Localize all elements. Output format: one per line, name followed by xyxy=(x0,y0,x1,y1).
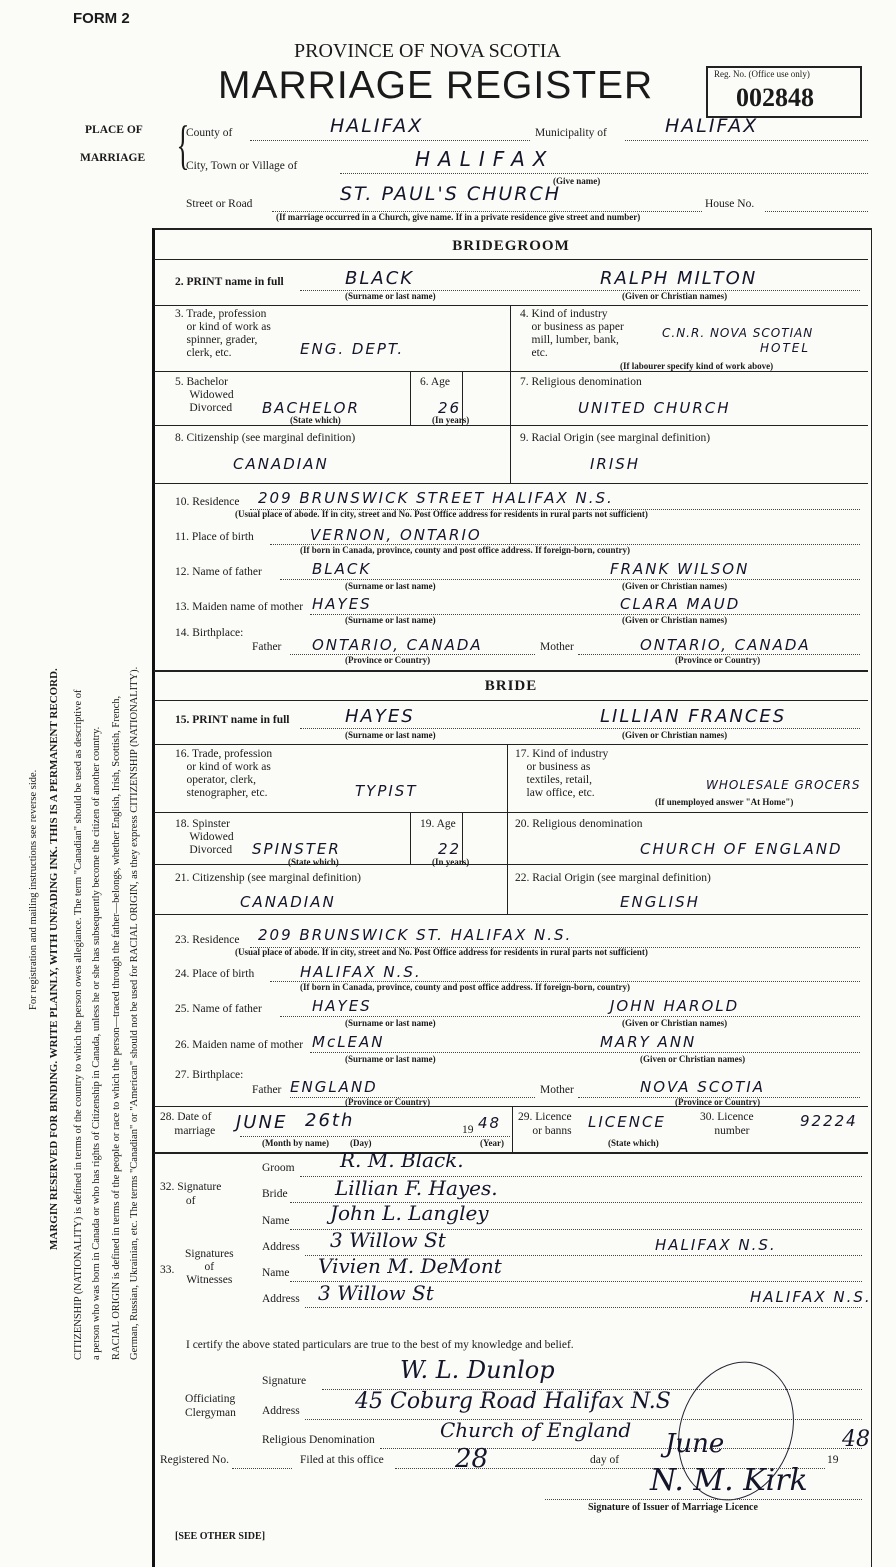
groom-industry-1: C.N.R. NOVA SCOTIAN xyxy=(662,326,814,340)
bride-industry-label: 17. Kind of industry or business as textiles, retail, law office, etc. xyxy=(515,748,609,799)
marriage-month: JUNE xyxy=(236,1112,288,1133)
city-value: HALIFAX xyxy=(415,147,555,171)
bride-father-surname: HAYES xyxy=(312,997,372,1015)
groom-religion-label: 7. Religious denomination xyxy=(520,376,642,388)
surname-note: (Surname or last name) xyxy=(345,1018,436,1028)
born-note: (If born in Canada, province, county and post office address. If foreign-born, country) xyxy=(300,545,631,555)
clergy-denomination: Church of England xyxy=(440,1418,632,1442)
given-note: (Given or Christian names) xyxy=(622,581,728,591)
month-note: (Month by name) xyxy=(262,1138,329,1148)
surname-note: (Surname or last name) xyxy=(345,1054,436,1064)
groom-surname: BLACK xyxy=(345,268,415,289)
groom-bp-mother: ONTARIO, CANADA xyxy=(640,636,811,654)
licence-number: 92224 xyxy=(800,1112,858,1130)
years-note: (In years) xyxy=(432,857,470,867)
groom-mother-surname: HAYES xyxy=(312,595,372,613)
groom-mother-label: 13. Maiden name of mother xyxy=(175,601,304,613)
state-note: (State which) xyxy=(290,415,341,425)
state-note: (State which) xyxy=(288,857,339,867)
groom-birth-label: 11. Place of birth xyxy=(175,531,254,543)
margin-note-2: MARGIN RESERVED FOR BINDING. WRITE PLAINLY, WITH UNFADING INK. THIS IS A PERMANENT RECORD. xyxy=(48,668,60,1250)
groom-residence-label: 10. Residence xyxy=(175,496,240,508)
brace: { xyxy=(176,115,190,175)
groom-father-given: FRANK WILSON xyxy=(610,560,750,578)
filed-month: June xyxy=(665,1429,725,1459)
industry-note: (If labourer specify kind of work above) xyxy=(620,361,774,371)
filed-year-prefix: 19 xyxy=(827,1454,839,1466)
place-label-1: PLACE OF xyxy=(85,124,143,136)
bride-status-label: 18. Spinster Widowed Divorced xyxy=(175,818,234,856)
clergy-label: Officiating Clergyman xyxy=(185,1393,236,1419)
municipality-label: Municipality of xyxy=(535,127,607,139)
licence-type: LICENCE xyxy=(588,1113,666,1131)
bride-bp-mother: NOVA SCOTIA xyxy=(640,1078,765,1096)
licence-note: (State which) xyxy=(608,1138,659,1148)
reg-number-box xyxy=(706,66,862,118)
groom-age-label: 6. Age xyxy=(420,376,451,388)
municipality-value: HALIFAX xyxy=(665,115,759,137)
city-label: City, Town or Village of xyxy=(186,160,298,172)
bride-birth: HALIFAX N.S. xyxy=(300,963,422,981)
groom-trade: ENG. DEPT. xyxy=(300,340,405,358)
surname-note: (Surname or last name) xyxy=(345,730,436,740)
margin-note-4: a person who was born in Canada or who has rights of Citizenship in Canada, unless he or she has subsequently become the citizen of another country. xyxy=(91,726,102,1360)
clergy-address: 45 Coburg Road Halifax N.S xyxy=(355,1389,671,1414)
registered-no-label: Registered No. xyxy=(160,1454,229,1466)
marriage-day: 26th xyxy=(305,1110,355,1131)
given-note: (Given or Christian names) xyxy=(622,615,728,625)
bride-signature: Lillian F. Hayes. xyxy=(335,1176,498,1200)
given-note: (Given or Christian names) xyxy=(640,1054,746,1064)
given-note: (Given or Christian names) xyxy=(622,291,728,301)
groom-bp-father: ONTARIO, CANADA xyxy=(312,636,483,654)
bride-bp-mother-label: Mother xyxy=(540,1084,574,1096)
bride-mother-label: 26. Maiden name of mother xyxy=(175,1039,304,1051)
bride-mother-given: MARY ANN xyxy=(600,1033,697,1051)
licence-number-label: 30. Licence number xyxy=(700,1111,754,1137)
bride-status: SPINSTER xyxy=(252,840,341,858)
groom-father-label: 12. Name of father xyxy=(175,566,262,578)
bride-mother-surname: McLEAN xyxy=(312,1033,385,1051)
groom-father-surname: BLACK xyxy=(312,560,372,578)
bride-surname: HAYES xyxy=(345,706,415,727)
place-note: (If marriage occurred in a Church, give name. If in a private residence give street and number) xyxy=(276,212,641,222)
bride-citizenship: CANADIAN xyxy=(240,893,336,911)
county-label: County of xyxy=(186,127,233,139)
province-title: PROVINCE OF NOVA SCOTIA xyxy=(294,40,561,62)
given-note: (Given or Christian names) xyxy=(622,1018,728,1028)
witness-number: 33. xyxy=(160,1264,175,1276)
witness2-address: 3 Willow St xyxy=(318,1281,434,1305)
bride-trade: TYPIST xyxy=(355,782,418,800)
groom-citizenship: CANADIAN xyxy=(233,455,329,473)
year-prefix: 19 xyxy=(462,1124,474,1136)
prov-note: (Province or Country) xyxy=(345,1097,431,1107)
bride-bp-label: 27. Birthplace: xyxy=(175,1069,244,1081)
day-of-label: day of xyxy=(590,1454,620,1466)
witness1-city: HALIFAX N.S. xyxy=(655,1236,777,1254)
bride-given: LILLIAN FRANCES xyxy=(600,706,787,727)
groom-status: BACHELOR xyxy=(262,399,360,417)
place-label-2: MARRIAGE xyxy=(80,152,146,164)
county-value: HALIFAX xyxy=(330,115,424,137)
certification-text: I certify the above stated particulars are true to the best of my knowledge and belief. xyxy=(186,1339,574,1351)
clergy-signature: W. L. Dunlop xyxy=(400,1356,555,1384)
abode-note: (Usual place of abode. If in city, street and No. Post Office address for residents in rural parts not sufficient) xyxy=(235,947,648,957)
groom-bp-mother-label: Mother xyxy=(540,641,574,653)
form-number: FORM 2 xyxy=(73,10,130,27)
groom-sig-label: Groom xyxy=(262,1162,295,1174)
bride-religion: CHURCH OF ENGLAND xyxy=(640,840,843,858)
prov-note: (Province or Country) xyxy=(675,655,761,665)
groom-industry-2: HOTEL xyxy=(760,341,811,355)
surname-note: (Surname or last name) xyxy=(345,615,436,625)
bride-bp-father-label: Father xyxy=(252,1084,282,1096)
bride-sig-label: Bride xyxy=(262,1188,288,1200)
witness-label: Signatures of Witnesses xyxy=(185,1248,234,1286)
surname-note: (Surname or last name) xyxy=(345,291,436,301)
clergy-address-label: Address xyxy=(262,1405,300,1417)
groom-trade-label: 3. Trade, profession or kind of work as spinner, grader, clerk, etc. xyxy=(175,308,271,359)
bride-residence: 209 BRUNSWICK ST. HALIFAX N.S. xyxy=(258,926,573,944)
witness2-city: HALIFAX N.S. xyxy=(750,1288,872,1306)
groom-mother-given: CLARA MAUD xyxy=(620,595,741,613)
bride-residence-label: 23. Residence xyxy=(175,934,240,946)
w2-address-label: Address xyxy=(262,1293,300,1305)
abode-note: (Usual place of abode. If in city, street and No. Post Office address for residents in rural parts not sufficient) xyxy=(235,509,648,519)
page-title: MARRIAGE REGISTER xyxy=(218,64,654,107)
groom-given: RALPH MILTON xyxy=(600,268,758,289)
house-label: House No. xyxy=(705,198,755,210)
bride-age: 22 xyxy=(438,840,462,858)
section-bride: BRIDE xyxy=(484,678,538,694)
groom-residence: 209 BRUNSWICK STREET HALIFAX N.S. xyxy=(258,489,614,507)
day-note: (Day) xyxy=(350,1138,372,1148)
industry-note: (If unemployed answer "At Home") xyxy=(655,797,794,807)
bride-age-label: 19. Age xyxy=(420,818,456,830)
clergy-denomination-label: Religious Denomination xyxy=(262,1434,375,1446)
see-other-side: [SEE OTHER SIDE] xyxy=(175,1531,266,1542)
groom-racial: IRISH xyxy=(590,455,641,473)
bride-religion-label: 20. Religious denomination xyxy=(515,818,643,830)
bride-industry: WHOLESALE GROCERS xyxy=(706,778,861,792)
bride-trade-label: 16. Trade, profession or kind of work as operator, clerk, stenographer, etc. xyxy=(175,748,273,799)
give-name-note: (Give name) xyxy=(553,176,601,186)
bride-birth-label: 24. Place of birth xyxy=(175,968,255,980)
margin-note-1: For registration and mailing instructions see reverse side. xyxy=(28,769,39,1010)
issuer-signature: N. M. Kirk xyxy=(650,1463,808,1498)
groom-status-label: 5. Bachelor Widowed Divorced xyxy=(175,376,234,414)
bride-racial-label: 22. Racial Origin (see marginal definition) xyxy=(515,872,711,884)
prov-note: (Province or Country) xyxy=(675,1097,761,1107)
filed-day: 28 xyxy=(455,1444,489,1474)
reg-number-label: Reg. No. (Office use only) xyxy=(714,69,810,79)
witness1-name: John L. Langley xyxy=(330,1201,489,1225)
prov-note: (Province or Country) xyxy=(345,655,431,665)
witness1-address: 3 Willow St xyxy=(330,1228,446,1252)
clergy-sig-label: Signature xyxy=(262,1375,307,1387)
witness2-name: Vivien M. DeMont xyxy=(318,1254,502,1278)
bride-father-label: 25. Name of father xyxy=(175,1003,262,1015)
issuer-label: Signature of Issuer of Marriage Licence xyxy=(588,1502,758,1513)
groom-bp-label: 14. Birthplace: xyxy=(175,627,244,639)
groom-birth: VERNON, ONTARIO xyxy=(310,526,482,544)
filed-label: Filed at this office xyxy=(300,1454,384,1466)
groom-racial-label: 9. Racial Origin (see marginal definition) xyxy=(520,432,711,444)
groom-industry-label: 4. Kind of industry or business as paper mill, lumber, bank, etc. xyxy=(520,308,624,359)
w2-name-label: Name xyxy=(262,1267,290,1279)
surname-note: (Surname or last name) xyxy=(345,581,436,591)
given-note: (Given or Christian names) xyxy=(622,730,728,740)
margin-note-3: CITIZENSHIP (NATIONALITY) is defined in terms of the country to which the person owes allegiance. The term "Canadian" should be used as descriptive of xyxy=(73,689,84,1360)
groom-bp-father-label: Father xyxy=(252,641,282,653)
groom-religion: UNITED CHURCH xyxy=(578,399,731,417)
bride-citizenship-label: 21. Citizenship (see marginal definition) xyxy=(175,872,361,884)
date-label: 28. Date of marriage xyxy=(160,1111,216,1137)
w1-name-label: Name xyxy=(262,1215,290,1227)
sig-label: 32. Signature of xyxy=(160,1181,222,1207)
groom-citizenship-label: 8. Citizenship (see marginal definition) xyxy=(175,432,356,444)
w1-address-label: Address xyxy=(262,1241,300,1253)
section-bridegroom: BRIDEGROOM xyxy=(452,238,570,254)
street-value: ST. PAUL'S CHURCH xyxy=(340,183,562,205)
bride-bp-father: ENGLAND xyxy=(290,1078,378,1096)
groom-name-label: 2. PRINT name in full xyxy=(175,276,284,288)
bride-name-label: 15. PRINT name in full xyxy=(175,714,290,726)
margin-note-6: German, Russian, Ukrainian, etc. The terms "Canadian" or "American" should not be used for RACIAL ORIGIN, as they express CITIZENSHIP (NATIONALITY). xyxy=(129,666,140,1360)
licence-label: 29. Licence or banns xyxy=(518,1111,572,1137)
groom-signature: R. M. Black. xyxy=(340,1148,464,1172)
bride-father-given: JOHN HAROLD xyxy=(610,997,740,1015)
groom-age: 26 xyxy=(438,399,462,417)
years-note: (In years) xyxy=(432,415,470,425)
bride-racial: ENGLISH xyxy=(620,893,700,911)
reg-number: 002848 xyxy=(736,83,814,112)
born-note: (If born in Canada, province, county and post office address. If foreign-born, country) xyxy=(300,982,631,992)
year-note: (Year) xyxy=(480,1138,504,1148)
filed-year: 48 xyxy=(842,1427,870,1452)
street-label: Street or Road xyxy=(186,198,253,210)
marriage-year: 48 xyxy=(478,1114,502,1132)
margin-note-5: RACIAL ORIGIN is defined in terms of the people or race to which the person—traced through the father—belongs, whether English, Irish, Scottish, French, xyxy=(111,695,122,1360)
